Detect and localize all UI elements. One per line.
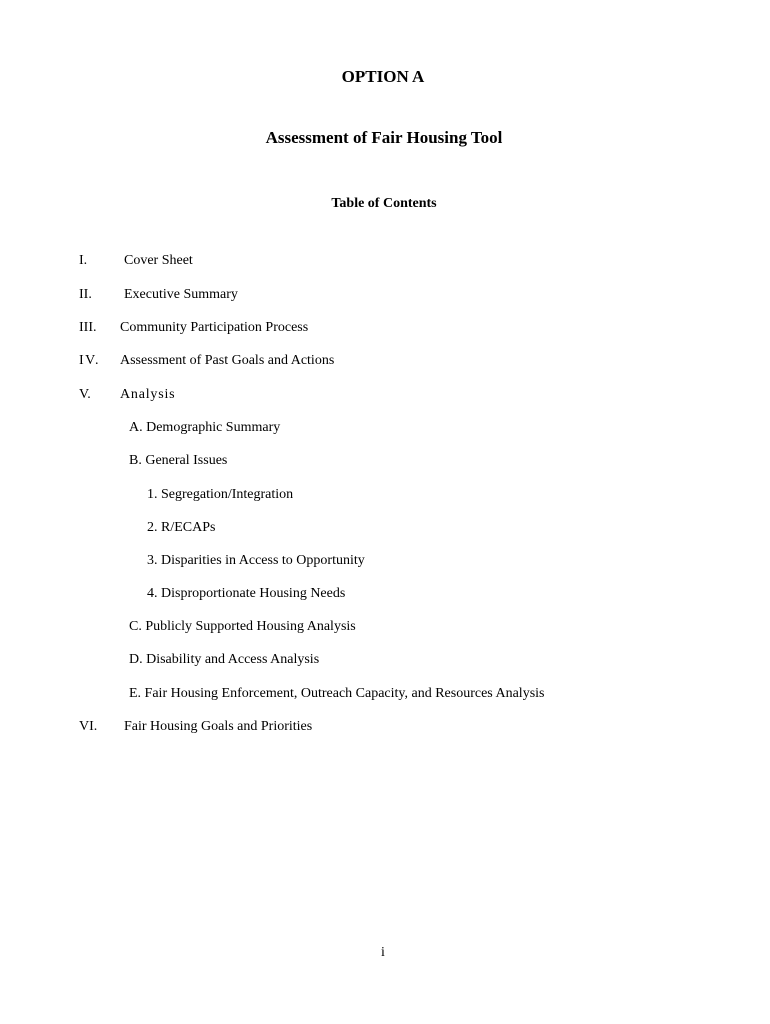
page-number: i [381, 945, 385, 960]
toc-subentry-housing-needs: 4. Disproportionate Housing Needs [147, 586, 346, 601]
toc-number-4: IV. [79, 353, 100, 368]
toc-number-5: V. [79, 387, 91, 402]
toc-entry-community-participation: Community Participation Process [120, 320, 309, 335]
toc-subentry-disparities: 3. Disparities in Access to Opportunity [147, 553, 365, 568]
toc-entry-cover-sheet: Cover Sheet [124, 253, 193, 268]
toc-subentry-segregation: 1. Segregation/Integration [147, 487, 294, 502]
toc-entry-goals-priorities: Fair Housing Goals and Priorities [124, 719, 313, 734]
toc-subentry-publicly-supported: C. Publicly Supported Housing Analysis [129, 619, 356, 634]
toc-entry-analysis: Analysis [120, 387, 176, 402]
toc-subentry-enforcement: E. Fair Housing Enforcement, Outreach Capacity, and Resources Analysis [129, 686, 545, 701]
toc-subentry-general-issues: B. General Issues [129, 453, 228, 468]
toc-subentry-disability-access: D. Disability and Access Analysis [129, 652, 320, 667]
document-title: Assessment of Fair Housing Tool [265, 128, 503, 147]
toc-subentry-demographic-summary: A. Demographic Summary [129, 420, 281, 435]
toc-number-6: VI. [79, 719, 98, 734]
toc-number-3: III. [79, 320, 97, 335]
toc-number-1: I. [79, 253, 88, 268]
toc-entry-past-goals: Assessment of Past Goals and Actions [120, 353, 335, 368]
option-title: OPTION A [341, 67, 425, 86]
toc-heading: Table of Contents [331, 196, 437, 211]
toc-subentry-recaps: 2. R/ECAPs [147, 520, 216, 535]
toc-entry-executive-summary: Executive Summary [124, 287, 238, 302]
toc-number-2: II. [79, 287, 92, 302]
